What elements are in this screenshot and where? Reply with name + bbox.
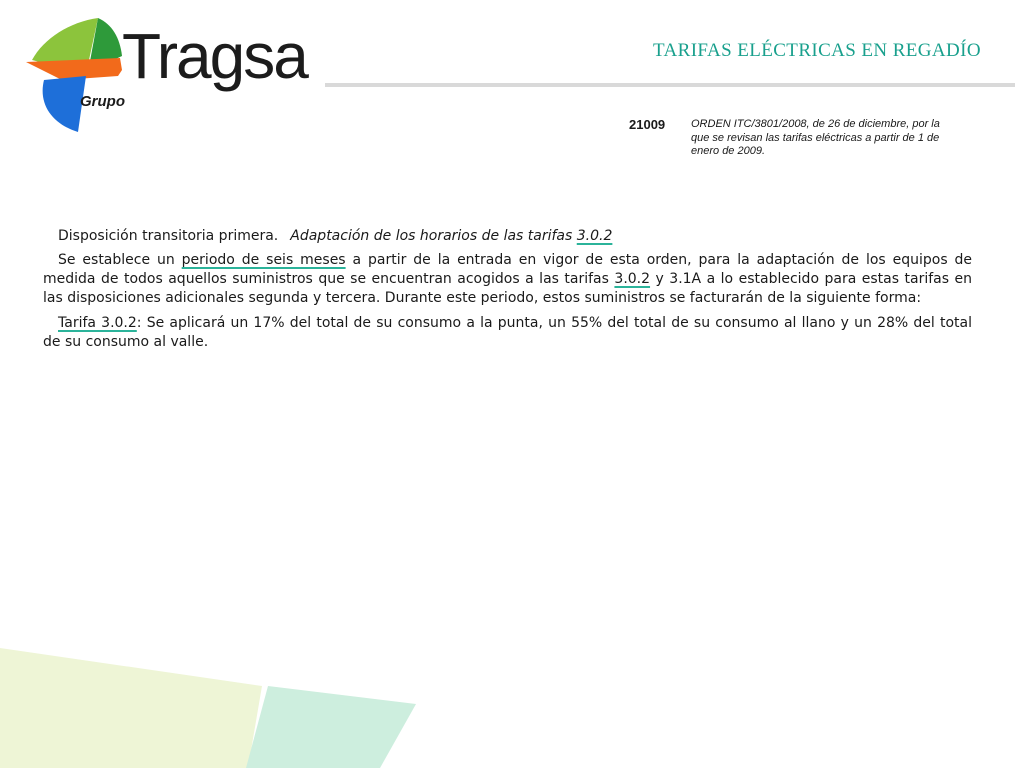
highlighted-tariff: 3.0.2 — [614, 271, 651, 287]
decorative-footer-shapes — [0, 640, 1024, 768]
order-number: 21009 — [629, 117, 666, 132]
logo-wordmark: Tragsa — [122, 20, 307, 92]
highlighted-tariff-name: Tarifa 3.0.2 — [58, 315, 137, 331]
order-description: ORDEN ITC/3801/2008, de 26 de diciembre, por la que se revisan las tarifas eléctricas a partir de 1 de enero de 2009. — [691, 118, 940, 157]
tariff-paragraph — [43, 314, 972, 352]
highlighted-period: periodo de seis meses — [181, 252, 346, 268]
transitional-provision-heading — [43, 227, 972, 246]
tragsa-logo — [22, 14, 307, 138]
provision-paragraph — [43, 251, 972, 308]
highlighted-tariff: 3.0.2 — [576, 228, 613, 244]
paragraph-text: Se establece un — [58, 252, 175, 268]
provision-label: Disposición transitoria primera. — [58, 228, 279, 244]
document-excerpt — [43, 227, 972, 358]
paragraph-text: : Se aplicará un 17% del total de su consumo a la punta, un 55% del total de su consumo al llano y un 28% del total de su consumo al valle. — [43, 315, 972, 350]
header-divider — [325, 83, 1015, 87]
paragraph-text: y 3.1A a lo establecido para estas tarifas en las disposiciones adicionales segunda y tercera. Durante este periodo, estos suministros se facturarán de la siguiente forma: — [43, 271, 972, 306]
logo-subtitle: Grupo — [80, 93, 125, 110]
provision-title: Adaptación de los horarios de las tarifas — [290, 228, 573, 244]
page-title: TARIFAS ELÉCTRICAS EN REGADÍO — [653, 40, 981, 61]
paragraph-text: a partir de la entrada en vigor de esta orden, para la adaptación de los equipos de medida de todos aquellos suministros que se encuentran acogidos a las tarifas — [43, 252, 973, 287]
